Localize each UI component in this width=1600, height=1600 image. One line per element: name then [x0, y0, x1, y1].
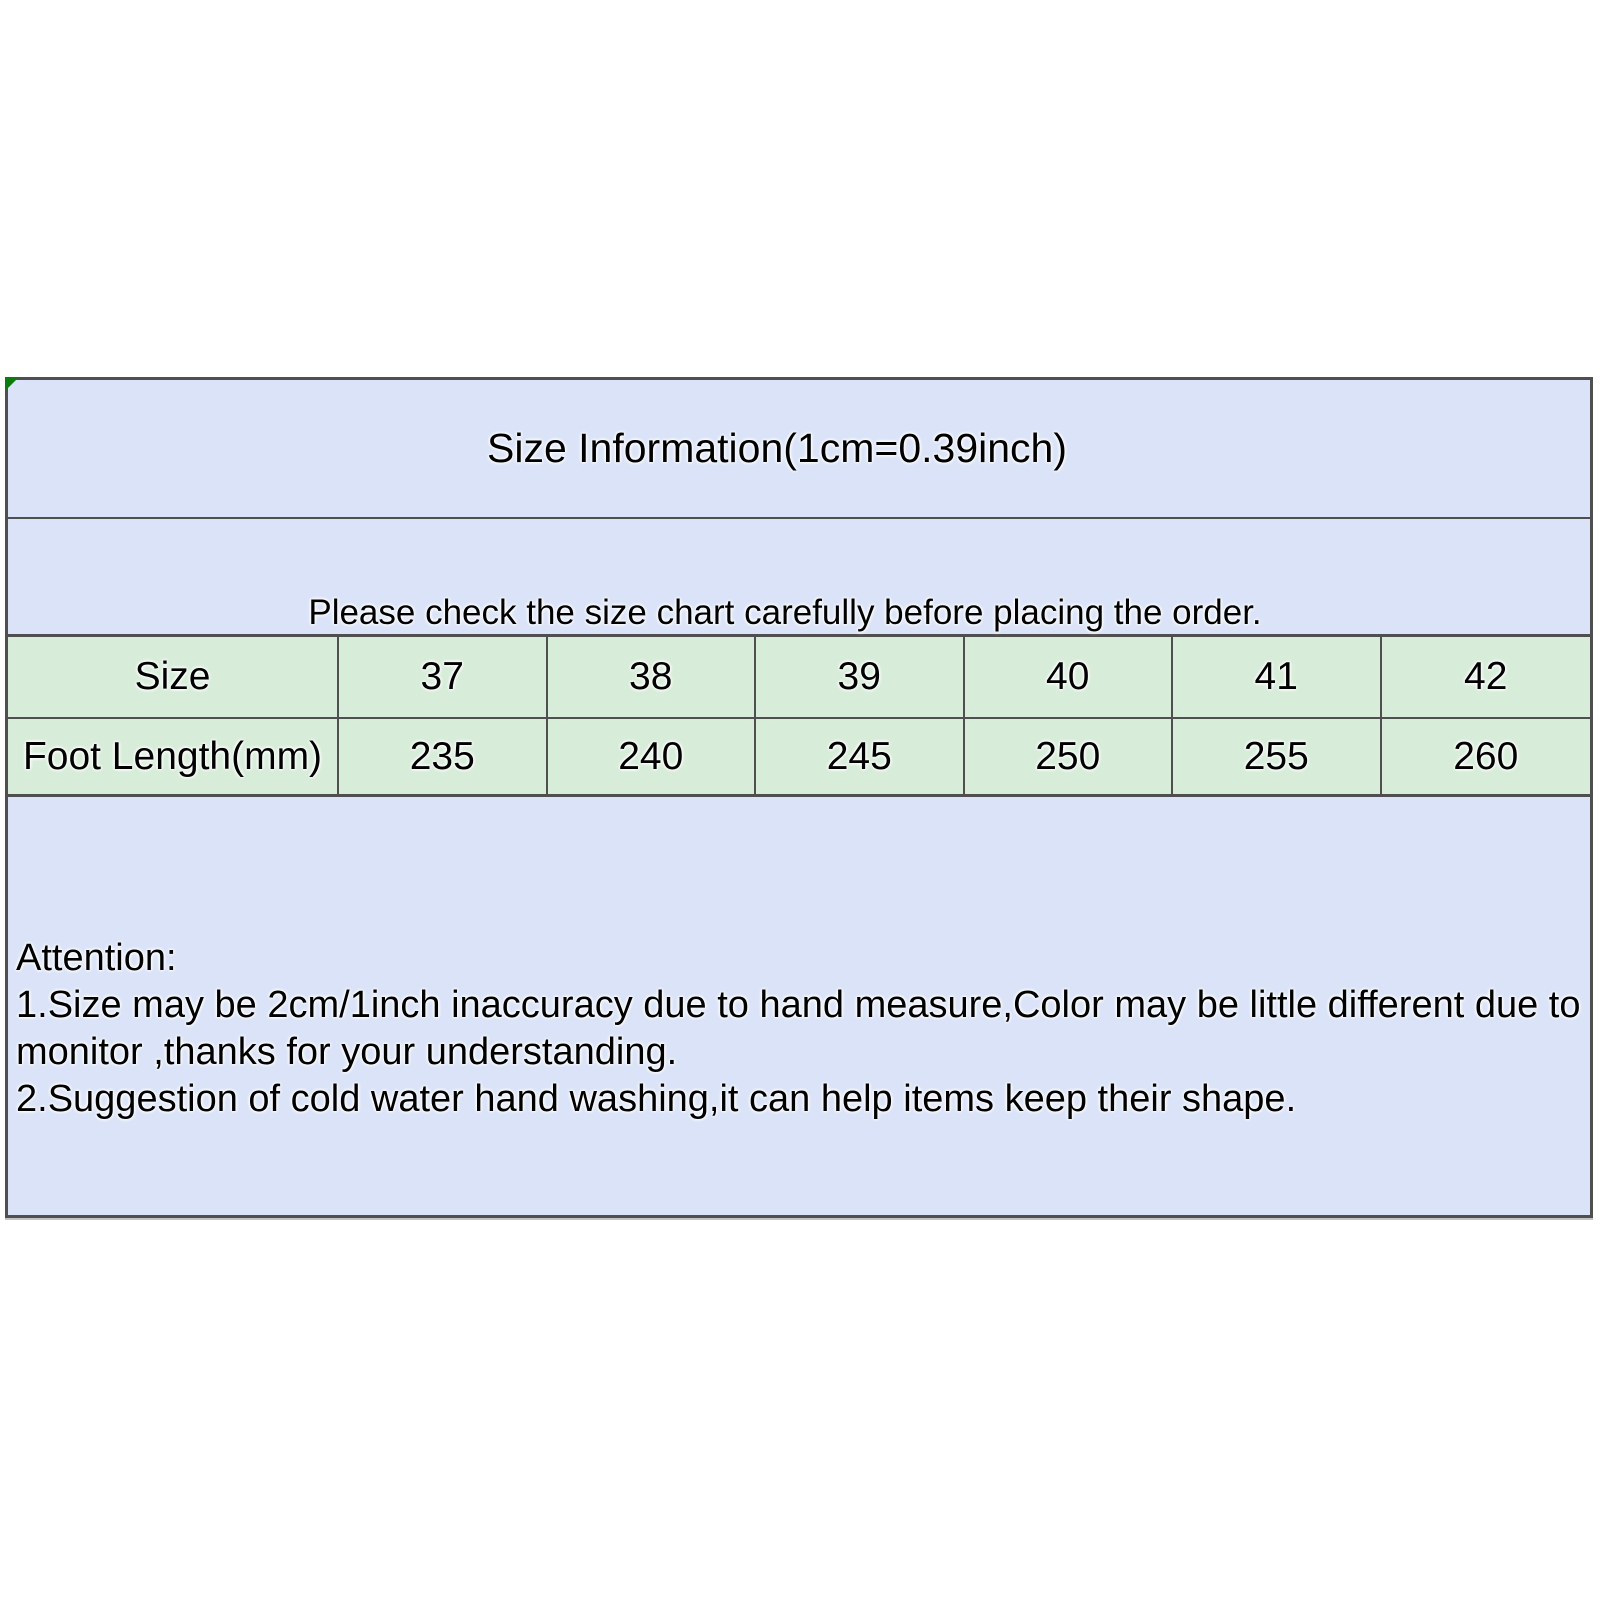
size-value-42: 42: [1464, 655, 1508, 698]
size-chart-table: [5, 377, 1593, 1218]
foot-length-value-42: 260: [1453, 734, 1519, 778]
size-value-40: 40: [965, 637, 1174, 717]
foot-length-value-38: 240: [548, 719, 757, 794]
size-header-row: [8, 637, 1590, 719]
foot-length-value-37: 235: [339, 719, 548, 794]
size-value-37: 37: [339, 637, 548, 717]
size-value-38: 38: [548, 637, 757, 717]
title-row: [8, 380, 1590, 519]
attention-section: [8, 797, 1590, 1215]
attention-line-1: 1.Size may be 2cm/1inch inaccuracy due to hand measure,Color may be little different due to: [16, 984, 1581, 1026]
size-value-41: 41: [1173, 637, 1382, 717]
foot-length-value-41: 255: [1173, 719, 1382, 794]
size-chart-note: Please check the size chart carefully before placing the order.: [308, 593, 1262, 632]
foot-length-value-40: 250: [965, 719, 1174, 794]
foot-length-row: [8, 719, 1590, 797]
attention-line-1-cont: monitor ,thanks for your understanding.: [16, 1031, 678, 1073]
note-row: [8, 519, 1590, 637]
attention-line-2: 2.Suggestion of cold water hand washing,it can help items keep their shape.: [16, 1078, 1297, 1120]
attention-heading: Attention:: [16, 937, 177, 979]
size-chart-title: Size Information(1cm=0.39inch): [487, 425, 1067, 471]
row-header-size: Size: [8, 637, 339, 717]
foot-length-value-39: 245: [756, 719, 965, 794]
size-value-39: 39: [756, 637, 965, 717]
corner-marker-triangle: [5, 377, 19, 391]
row-header-foot-length: Foot Length(mm): [8, 719, 339, 794]
